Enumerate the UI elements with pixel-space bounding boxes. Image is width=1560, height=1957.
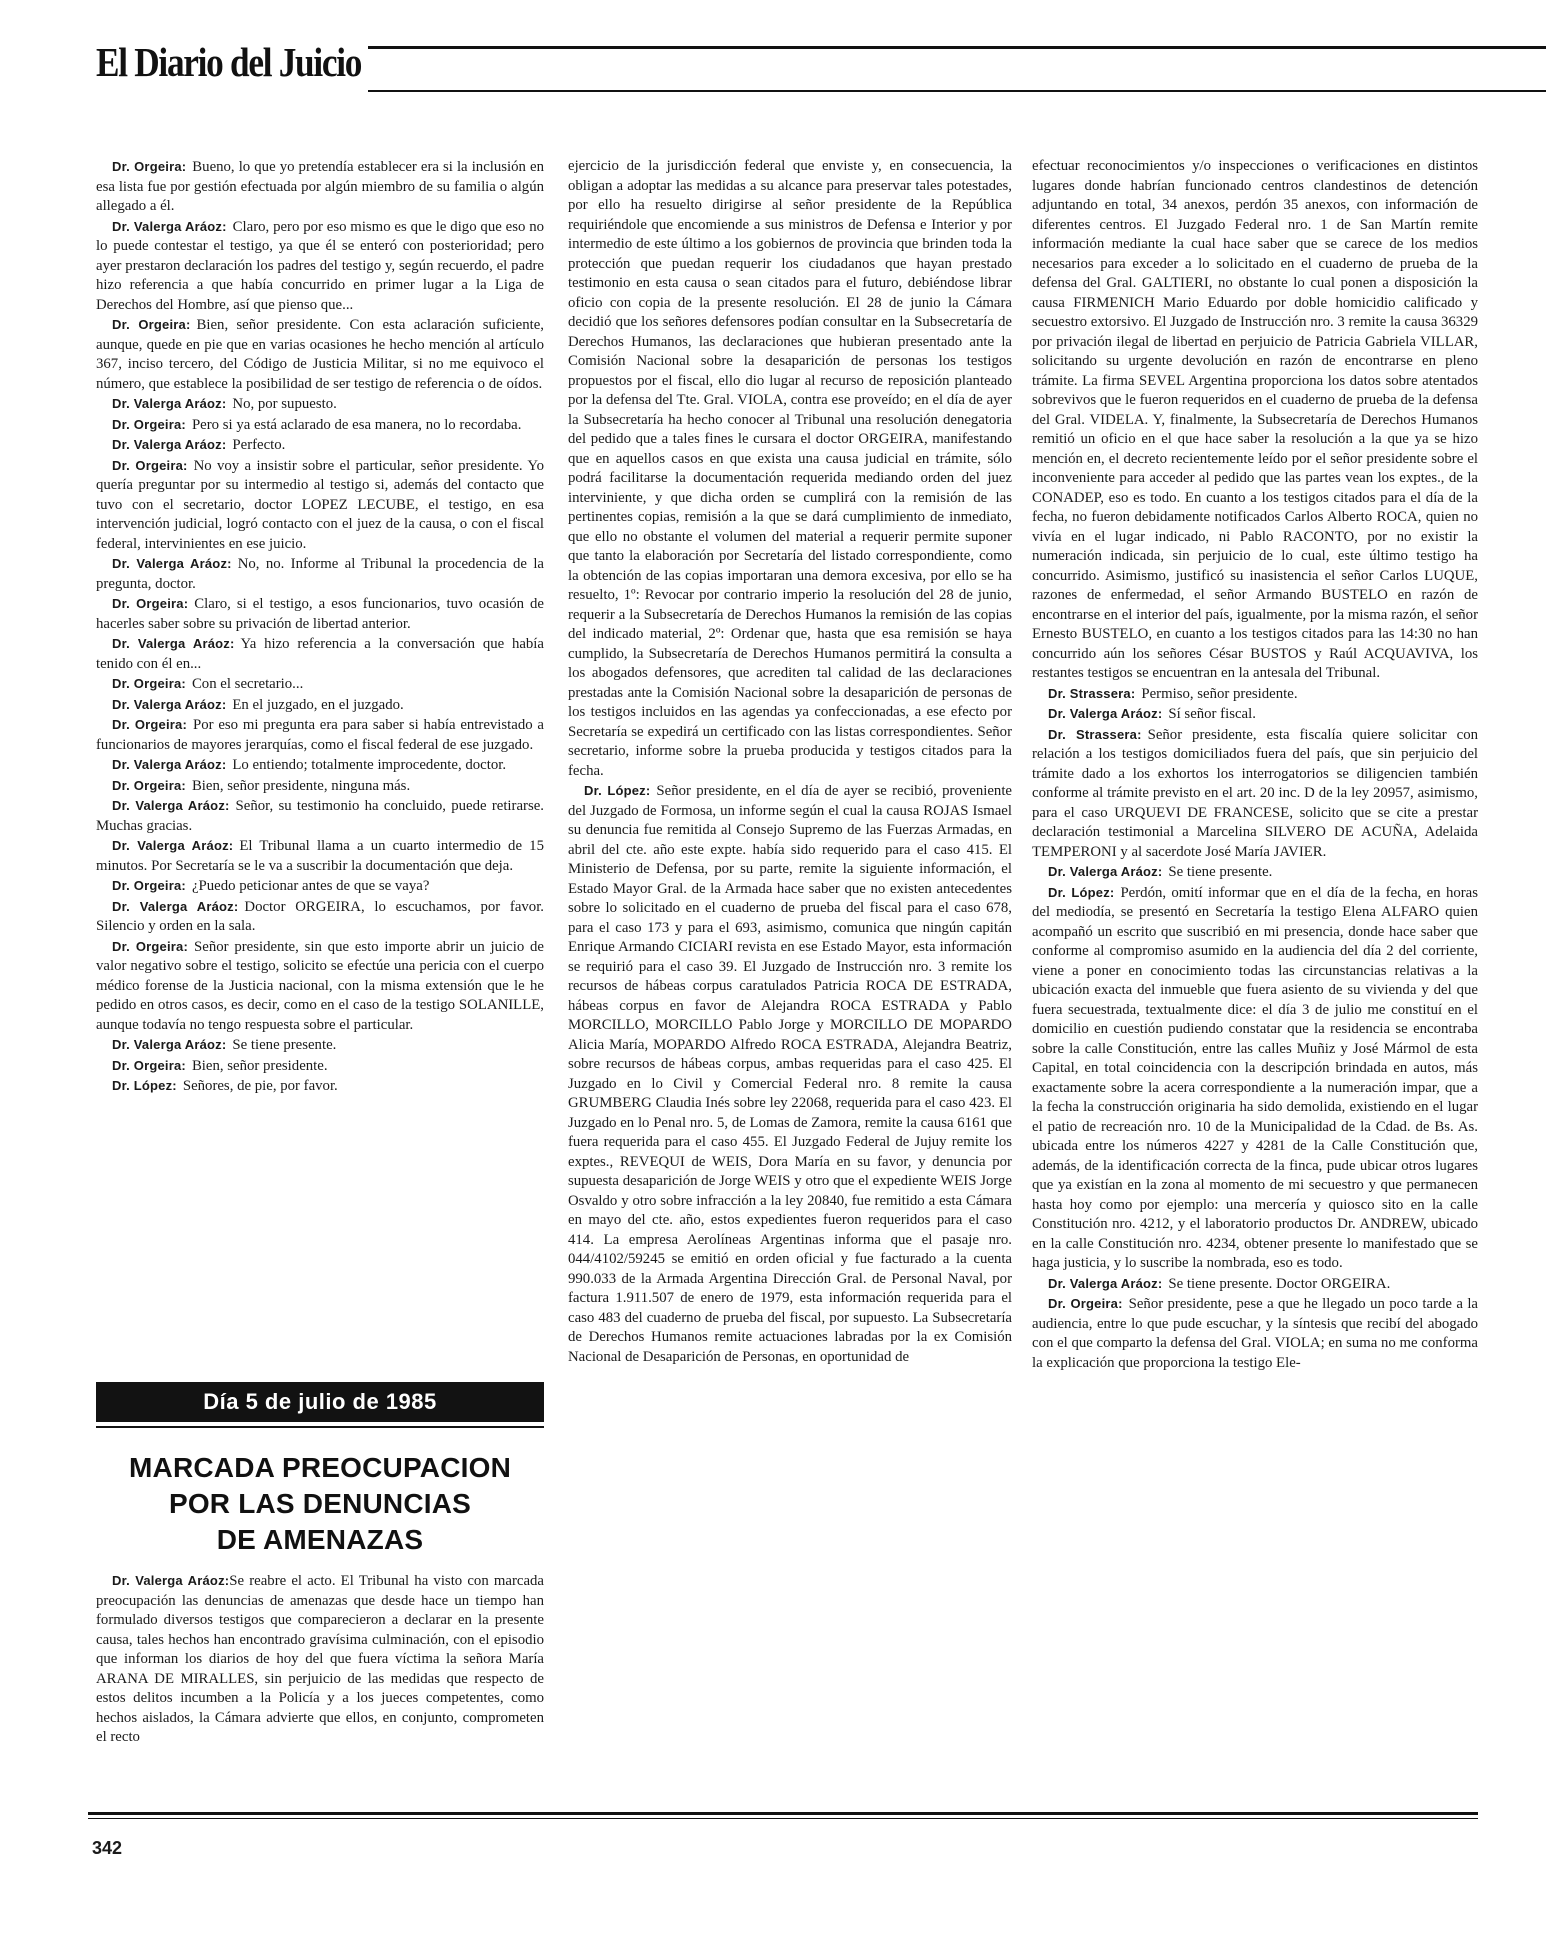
transcript-paragraph	[96, 1076, 544, 1097]
transcript-paragraph	[96, 315, 544, 394]
paragraph-text: Señor presidente, pese a que he llegado un poco tarde a la audiencia, entre lo que pude escuchar, y la síntesis que recibí del abogado con el que comparto la defensa del Gral. VIOLA; en suma no me conforma la explicación que proporciona la testigo Ele-	[1032, 1296, 1478, 1371]
paragraph-text: ¿Puedo peticionar antes de que se vaya?	[191, 878, 430, 894]
paragraph-text: efectuar reconocimientos y/o inspecciones o verificaciones en distintos lugares donde habrían funcionado centros clandestinos de detención adjuntando en total, 34 anexos, perdón 35 anexos, con información de diferentes centros. El Juzgado Federal nro. 1 de San Martín remite información mediante la cual hace saber que se carece de los medios necesarios para exceder a lo solicitado en el cuaderno de prueba de la defensa del Gral. GALTIERI, no obstante lo cual ponen a disposición la causa FIRMENICH Mario Eduardo por doble homicidio calificado y secuestro extorsivo. El Juzgado de Instrucción nro. 3 remite la causa 36329 por privación ilegal de libertad en perjuicio de Patricia Gabriela VILLAR, solicitando su urgente devolución en razón de encontrarse en pleno trámite. La firma SEVEL Argentina proporciona los datos sobre atentados sobrevivos que le fueron requeridos en el cuaderno de prueba de la defensa del Gral. VIDELA. Y, finalmente, la Subsecretaría de Derechos Humanos remitió un oficio en el que hace saber la resolución a la que ya se hizo mención en, el decreto recientemente leído por el señor presidente sobre el inconveniente para acceder al pedido que las partes vean los exptes., de la CONADEP, eso es todo. En cuanto a los testigos citados para el día de la fecha, no fueron debidamente notificados Carlos Alberto ROCA, quien no vivía en el lugar indicado, ni Pablo RACONTO, por no existir la numeración indicada, sin perjuicio de lo cual, este último testigo ha concurrido. Asimismo, justificó su inasistencia el señor Carlos LUQUE, razones de enfermedad, el señor Armando BUSTELO en razón de encontrarse en el interior del país, igualmente, por la misma razón, el señor Ernesto BUSTELO, en cuanto a los testigos citados para las 14:30 no han concurrido aún los señores César BUSTOS y Raúl ACQUAVIVA, los restantes testigos se encuentran en la antesala del Tribunal.	[1032, 158, 1478, 681]
page-number: 342	[92, 1838, 123, 1858]
speaker-label: Dr. Valerga Aráoz:	[112, 556, 232, 571]
paragraph-text: Bien, señor presidente. Con esta aclaración suficiente, aunque, quede en pie que en varias ocasiones he hecho mención al artículo 367, inciso tercero, del Código de Justicia Militar, si no me equivoco el número, que establece la posibilidad de ser testigo de referencia o de oídos.	[96, 317, 544, 392]
speaker-label: Dr. Valerga Aráoz:	[112, 898, 239, 914]
speaker-label: Dr. Strassera:	[1048, 726, 1142, 742]
transcript-paragraph	[96, 1571, 544, 1748]
paragraph-text: Con el secretario...	[191, 676, 304, 692]
transcript-paragraph	[568, 157, 1012, 781]
transcript-paragraph	[96, 634, 544, 674]
speaker-label: Dr. Orgeira:	[112, 878, 186, 893]
speaker-label: Dr. Valerga Aráoz:	[112, 757, 227, 772]
speaker-label: Dr. López:	[584, 783, 651, 798]
speaker-label: Dr. Orgeira:	[112, 317, 191, 332]
headline-line: MARCADA PREOCUPACION	[129, 1452, 511, 1483]
paragraph-text: No, no. Informe al Tribunal la procedencia de la pregunta, doctor.	[96, 556, 545, 592]
transcript-paragraph	[568, 781, 1012, 1367]
transcript-paragraph	[96, 594, 544, 634]
transcript-paragraph	[96, 415, 544, 436]
transcript-paragraph	[96, 1056, 544, 1077]
paragraph-text: Señores, de pie, por favor.	[182, 1078, 338, 1094]
transcript-paragraph	[1032, 157, 1478, 684]
paragraph-text: Permiso, señor presidente.	[1141, 685, 1298, 702]
transcript-paragraph	[96, 897, 544, 937]
transcript-paragraph	[96, 695, 544, 716]
transcript-paragraph	[96, 1035, 544, 1056]
speaker-label: Dr. Orgeira:	[112, 717, 188, 732]
speaker-label: Dr. Valerga Aráoz:	[1048, 1275, 1163, 1291]
transcript-paragraph	[96, 715, 544, 755]
speaker-label: Dr. Orgeira:	[112, 416, 186, 432]
transcript-paragraph	[1032, 862, 1478, 883]
paragraph-text: Bien, señor presidente, ninguna más.	[191, 777, 411, 794]
speaker-label: Dr. Orgeira:	[1048, 1296, 1123, 1311]
transcript-paragraph	[96, 435, 544, 456]
paragraph-text: Se reabre el acto. El Tribunal ha visto con marcada preocupación las denuncias de amenazas que desde hace un tiempo han formulado diversos testigos que comparecieron a declarar en la presente causa, tales hechos han encontrado gravísima culminación, con el episodio que informan los diarios de hoy del que fuera víctima la señora María ARANA DE MIRALLES, sin perjuicio de las medidas que respecto de estos delitos incumben a la Policía y a los jueces competentes, como hechos aislados, la Cámara advierte que ellos, en conjunto, comprometen el recto	[96, 1573, 544, 1745]
transcript-paragraph	[96, 456, 544, 555]
paragraph-text: Bueno, lo que yo pretendía establecer era si la inclusión en esa lista fue por gestión efectuada por algún miembro de su familia o algún allegado a él.	[96, 159, 544, 214]
transcript-paragraph	[96, 394, 544, 415]
paragraph-text: Señor presidente, sin que esto importe abrir un juicio de valor negativo sobre el testigo, solicito se efectúe una pericia con el cuerpo médico forense de la Justicia nacional, con la misma extensión que le he pedido en otros casos, es decir, como en el caso de la testigo SOLANILLE, aunque todavía no tengo respuesta sobre el particular.	[96, 938, 544, 1033]
transcript-paragraph	[96, 554, 544, 594]
paragraph-text: Perdón, omití informar que en el día de la fecha, en horas del mediodía, se presentó en Secretaría la testigo Elena ALFARO quien acompañó un escrito que suscribió en mi presencia, donde hace saber que conforme al compromiso asumido en la audiencia del día 2 del corriente, viene a poner en conocimiento todas las circunstancias relativas a la ubicación exacta del inmueble que fuera asiento de su vivienda y del que fuera secuestrada, textualmente dice: el día 3 de julio me constituí en el domicilio en cuestión pudiendo constatar que la residencia se encontraba sobre la calle Constitución, entre las calles Muñiz y José Mármol de esta Capital, en total coincidencia con la descripción brindada en autos, más exactamente sobre la acera correspondiente a la numeración impar, que a la fecha la construcción originaria ha sido demolida, existiendo en el lugar el patio de recreación nro. 10 de la Municipalidad de la Cdad. de Bs. As. ubicada entre los números 4227 y 4281 de la Calle Constitución que, además, de la identificación correcta de la finca, pude ubicar otros lugares que ya existían en la zona al momento de mi secuestro y que permanecen hasta hoy como por ejemplo: una mercería y quiosco sito en la calle Constitución nro. 4212, y el laboratorio productos Dr. ANDREW, ubicado en la calle Constitución nro. 4234, obtener presente lo manifestado que se haga justicia, y lo suscribe la nombrada, eso es todo.	[1032, 884, 1478, 1271]
speaker-label: Dr. Orgeira:	[112, 159, 187, 174]
paragraph-text: Claro, si el testigo, a esos funcionarios, tuvo ocasión de hacerles saber sobre su privación de libertad anterior.	[96, 596, 544, 632]
transcript-paragraph	[1032, 883, 1478, 1274]
transcript-paragraph	[1032, 1274, 1478, 1295]
speaker-label: Dr. Strassera:	[1048, 685, 1136, 701]
column-2	[568, 157, 1012, 1367]
paragraph-text: Ya hizo referencia a la conversación que había tenido con él en...	[96, 636, 544, 672]
date-banner: Día 5 de julio de 1985	[96, 1382, 544, 1422]
speaker-label: Dr. Valerga Aráoz:	[112, 1037, 227, 1052]
paragraph-text: Señor, su testimonio ha concluido, puede retirarse. Muchas gracias.	[96, 798, 544, 834]
paragraph-text: En el juzgado, en el juzgado.	[232, 696, 404, 713]
speaker-label: Dr. Valerga Aráoz:	[112, 1573, 230, 1588]
paragraph-text: Señor presidente, en el día de ayer se recibió, proveniente del Juzgado de Formosa, un informe según el cual la causa ROJAS Ismael su denuncia fue remitida al Consejo Supremo de las Fuerzas Armadas, en abril del cte. año este expte. había sido requerido para el caso 415. El Ministerio de Defensa, por su parte, remite la siguiente información, el Estado Mayor Gral. de la Armada hace saber que no existen antecedentes sobre lo solicitado en el cuaderno de prueba del fiscal para el caso 678, para el caso 173 y para el 693, asimismo, comunica que ningún capitán Enrique Armando CICIARI revista en ese Estado Mayor, esta información se requirió para el caso 39. El Juzgado de Instrucción nro. 3 remite los recursos de hábeas corpus caratulados Patricia ROCA DE ESTRADA, hábeas corpus en favor de Alejandra ROCA ESTRADA y Pablo MORCILLO, MORCILLO Pablo Jorge y MORCILLO DE MOPARDO Alicia María, MOPARDO Alfredo ROCA ESTRADA, Alejandra Beatriz, sobre recursos de hábeas corpus, ambas requeridas para el caso 425. El Juzgado en lo Civil y Comercial Federal nro. 8 remite la causa GRUMBERG Claudia Inés sobre ley 22068, requerida para el caso 423. El Juzgado en lo Penal nro. 5, de Lomas de Zamora, remite la causa 6161 que fuera requerida para el caso 455. El Juzgado Federal de Jujuy remite los exptes., REVEQUI de WEIS, Dora María en su favor, y denuncia por supuesta desaparición de Jorge WEIS y otro que el expediente WEIS Jorge Osvaldo y otro sobre infracción a la ley 20840, fue remitido a esta Cámara en mayo del cte. año, estos expedientes fueron requeridos para el caso 414. La empresa Aerolíneas Argentinas informa que el pasaje nro. 044/4102/59245 se emitió en orden oficial y fue facturado a la cuenta 990.033 de la Armada Argentina Dirección Gral. de Personal Naval, por factura 1.911.507 de enero de 1979, esta información requerida para el caso 483 del cuaderno de prueba del fiscal, por supuesto. La Subsecretaría de Derechos Humanos remite actuaciones labradas por la ex Comisión Nacional de Desaparición de Personas, en oportunidad de	[568, 783, 1013, 1365]
transcript-paragraph	[96, 157, 544, 217]
speaker-label: Dr. Valerga Aráoz:	[112, 838, 234, 853]
masthead-title: El Diario del Juicio	[96, 39, 362, 85]
speaker-label: Dr. Valerga Aráoz:	[112, 437, 227, 452]
paragraph-text: Señor presidente, esta fiscalía quiere solicitar con relación a los testigos domiciliados fuera del país, que sin perjuicio del trámite dado a los exhortos los interrogatorios se diligencien también conforme al trámite previsto en el art. 20 inc. D de la ley 20957, asimismo, para el caso URQUEVI DE FRANCESE, solicito que se cite a prestar declaración testimonial a Marcelina SILVERO DE ACUÑA, Adelaida TEMPERONI y al sacerdote José María JAVIER.	[1032, 726, 1478, 860]
speaker-label: Dr. Orgeira:	[112, 938, 189, 954]
speaker-label: Dr. Valerga Aráoz:	[1048, 864, 1163, 879]
transcript-paragraph	[96, 217, 544, 316]
speaker-label: Dr. Valerga Aráoz:	[112, 218, 227, 234]
speaker-label: Dr. Orgeira:	[112, 777, 186, 793]
paragraph-text: Claro, pero por eso mismo es que le digo que eso no lo puede contestar el testigo, ya que él se enteró con posterioridad; pero ayer prestaron declaración los padres del testigo y, según recuerdo, el padre hizo referencia a que había concurrido en primer lugar a la Liga de Derechos del Hombre, así que pienso que...	[96, 218, 544, 313]
paragraph-text: No voy a insistir sobre el particular, señor presidente. Yo quería preguntar por su intermedio al testigo si, además del contacto que tuvo con el secretario, doctor LOPEZ LECUBE, el testigo, en esa intervención judicial, logró contacto con el juez de la causa, o con el fiscal federal, intervinientes en ese juicio.	[96, 457, 544, 552]
column-3	[1032, 157, 1478, 1373]
footer-rule	[88, 1812, 1478, 1815]
speaker-label: Dr. Valerga Aráoz:	[112, 396, 227, 411]
headline-line: POR LAS DENUNCIAS	[168, 1488, 472, 1519]
column-1	[96, 157, 544, 1097]
transcript-paragraph	[96, 674, 544, 695]
masthead-rule-bottom	[368, 90, 1546, 92]
transcript-paragraph	[1032, 704, 1478, 725]
transcript-paragraph	[96, 937, 544, 1036]
speaker-label: Dr. Valerga Aráoz:	[112, 636, 235, 651]
transcript-paragraph	[1032, 1294, 1478, 1373]
speaker-label: Dr. Orgeira:	[112, 1057, 186, 1073]
transcript-paragraph	[96, 876, 544, 897]
paragraph-text: ejercicio de la jurisdicción federal que enviste y, en consecuencia, la obligan a adoptar las medidas a su alcance para preservar tales potestades, por ello ha resuelto dirigirse al señor presidente de la República requiriéndole que encomiende a sus ministros de Defensa e Interior y por intermedio de este último a los gobiernos de provincia que brinden toda la protección que puedan requerir los ciudadanos que hayan prestado testimonio en esta causa o sean citados para el futuro, debiéndose librar oficio con copia de la presente resolución. El 28 de junio la Cámara decidió que los señores defensores podían consultar en la Subsecretaría de Derechos Humanos, las declaraciones que hubieran presentado ante la Comisión Nacional sobre la desaparición de personas los testigos propuestos por el fiscal, ello dio lugar al recurso de reposición planteado por la defensa del Tte. Gral. VIOLA, contra ese proveído; en el día de ayer la Subsecretaría ha hecho conocer al Tribunal una resolución denegatoria del pedido que a tales fines le cursara el doctor ORGEIRA, manifestando que en aquellos casos en que exista una causa judicial en trámite, sólo podrá facilitarse la documentación requerida mediando orden del juez interviniente, y que dicha orden se cumplirá con la remisión de las pertinentes copias, remisión a la que se dará cumplimiento de inmediato, que ello no obstante el volumen del material a requerir permite suponer que tanto la elaboración por Secretaría del listado correspondiente, como la obtención de las copias importaran una demora excesiva, por ello se ha resuelto, 1º: Revocar por contrario imperio la resolución del 28 de junio, requerir a la Subsecretaría de Derechos Humanos la remisión de las copias del indicado material, 2º: Ordenar que, hasta que esa remisión se haya cumplido, la Subsecretaría de Derechos Humanos permitirá la consulta a los abogados defensores, que acrediten tal calidad de las declaraciones prestadas ante la Comisión Nacional sobre la desaparición de personas de los testigos incluidos en las agendas ya confeccionadas, a ese efecto por Secretaría se expedirá un certificado con las listas correspondientes. Señor secretario, informe sobre la prueba producida y testigos citados para la fecha.	[568, 158, 1012, 779]
paragraph-text: Doctor ORGEIRA, lo escuchamos, por favor. Silencio y orden en la sala.	[96, 898, 545, 934]
paragraph-text: Por eso mi pregunta era para saber si había entrevistado a funcionarios de mayores jerarquías, como el fiscal federal de ese juzgado.	[96, 717, 544, 753]
transcript-paragraph	[96, 755, 544, 776]
transcript-paragraph	[96, 796, 544, 836]
paragraph-text: Se tiene presente.	[232, 1037, 337, 1053]
transcript-paragraph	[96, 776, 544, 797]
speaker-label: Dr. Valerga Aráoz:	[112, 798, 230, 813]
speaker-label: Dr. Valerga Aráoz:	[112, 696, 227, 712]
footer-rule-thin	[88, 1818, 1478, 1819]
paragraph-text: Se tiene presente. Doctor ORGEIRA.	[1168, 1275, 1391, 1292]
speaker-label: Dr. Orgeira:	[112, 596, 189, 611]
speaker-label: Dr. López:	[112, 1078, 177, 1093]
column-1-bottom	[96, 1571, 544, 1748]
speaker-label: Dr. Orgeira:	[112, 676, 186, 691]
paragraph-text: Perfecto.	[232, 437, 286, 453]
paragraph-text: Lo entiendo; totalmente improcedente, doctor.	[232, 757, 507, 773]
section-headline	[96, 1450, 544, 1558]
speaker-label: Dr. López:	[1048, 884, 1115, 900]
paragraph-text: El Tribunal llama a un cuarto intermedio de 15 minutos. Por Secretaría se le va a suscribir la documentación que deja.	[96, 838, 544, 874]
masthead-rule-top	[368, 46, 1546, 49]
date-banner-rule	[96, 1426, 544, 1428]
paragraph-text: Pero si ya está aclarado de esa manera, no lo recordaba.	[191, 416, 522, 433]
headline-line: DE AMENAZAS	[216, 1524, 424, 1555]
transcript-paragraph	[1032, 725, 1478, 863]
speaker-label: Dr. Orgeira:	[112, 457, 188, 473]
transcript-paragraph	[96, 836, 544, 876]
speaker-label: Dr. Valerga Aráoz:	[1048, 706, 1163, 721]
paragraph-text: Se tiene presente.	[1168, 864, 1273, 880]
masthead	[96, 38, 1546, 88]
paragraph-text: Bien, señor presidente.	[191, 1057, 328, 1074]
transcript-paragraph	[1032, 684, 1478, 705]
paragraph-text: No, por supuesto.	[232, 396, 337, 412]
paragraph-text: Sí señor fiscal.	[1168, 706, 1256, 722]
